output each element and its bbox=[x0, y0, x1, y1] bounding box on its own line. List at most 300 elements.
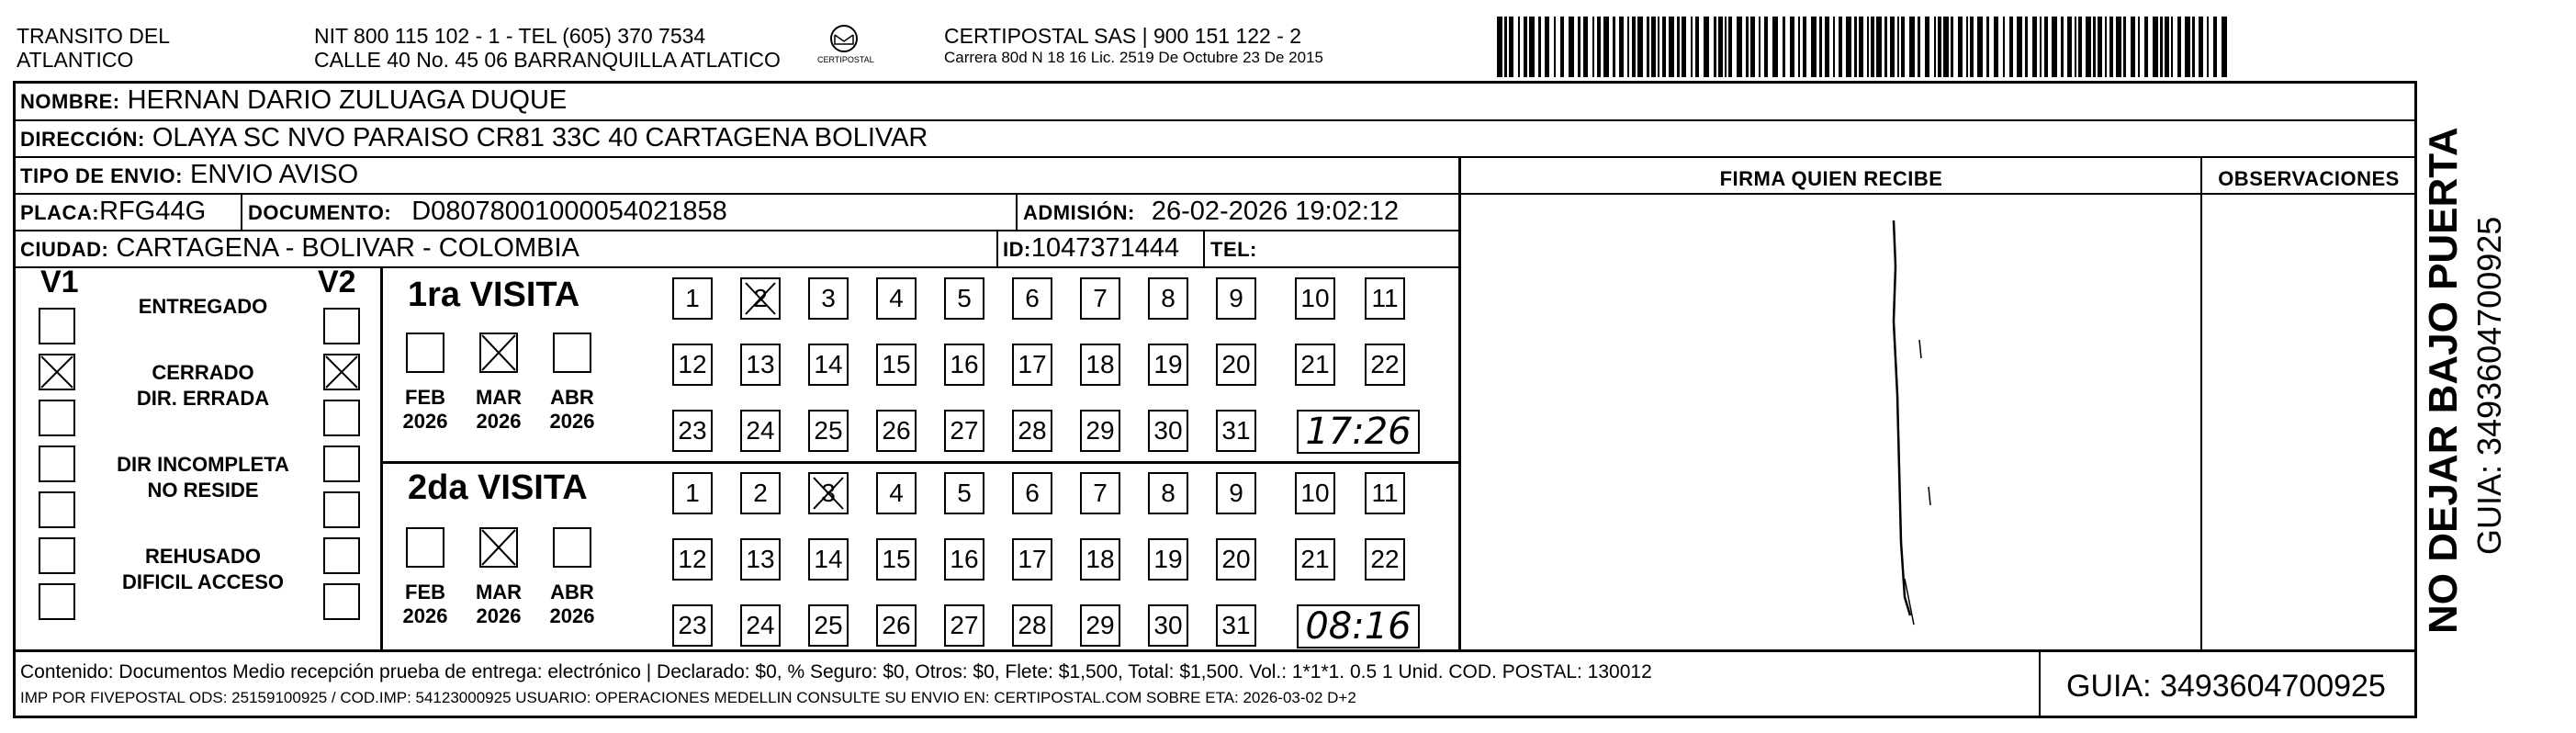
nit-line: NIT 800 115 102 - 1 - TEL (605) 370 7534 bbox=[314, 24, 706, 48]
barcode-bar bbox=[1958, 17, 1963, 77]
day-number: 5 bbox=[957, 479, 972, 507]
tel-label: TEL: bbox=[1210, 238, 1257, 261]
day-number: 19 bbox=[1153, 350, 1183, 378]
barcode-bar bbox=[1725, 17, 1727, 77]
barcode-bar bbox=[1876, 17, 1882, 77]
day-number: 11 bbox=[1371, 284, 1399, 312]
barcode-bar bbox=[1918, 17, 1920, 77]
barcode-bar bbox=[1798, 17, 1800, 77]
day-number: 24 bbox=[746, 416, 775, 445]
second-visit-day-box[interactable] bbox=[740, 538, 781, 581]
barcode-bar bbox=[2009, 17, 2013, 77]
barcode-bar bbox=[1554, 17, 1556, 77]
barcode-bar bbox=[1603, 17, 1609, 77]
day-number: 30 bbox=[1153, 416, 1183, 445]
id-cell bbox=[1003, 232, 1179, 265]
barcode-bar bbox=[1833, 17, 1835, 77]
barcode-bar bbox=[1529, 17, 1535, 77]
barcode-bar bbox=[2017, 17, 2022, 77]
first-visit-month-checkbox[interactable] bbox=[479, 333, 518, 373]
day-number: 18 bbox=[1086, 350, 1115, 378]
direccion-row bbox=[20, 122, 928, 155]
barcode-bar bbox=[1578, 17, 1580, 77]
day-number: 29 bbox=[1086, 611, 1115, 639]
barcode-bar bbox=[1592, 17, 1594, 77]
first-visit-month-label: ABR 2026 bbox=[549, 386, 595, 433]
footer-print-info: IMP POR FIVEPOSTAL ODS: 25159100925 / COD.IMP: 54123000925 USUARIO: OPERACIONES MEDELLIN CONSULTE SU ENVIO EN: CERTIPOSTAL.COM SOBRE ETA: 2026-03-02 D+2 bbox=[20, 689, 1356, 706]
first-visit-day-box[interactable] bbox=[1080, 277, 1120, 320]
day-number: 17 bbox=[1018, 350, 1047, 378]
day-number: 15 bbox=[882, 350, 911, 378]
second-visit-day-box[interactable] bbox=[672, 604, 713, 647]
barcode-bar bbox=[2078, 17, 2082, 77]
barcode-bar bbox=[2061, 17, 2064, 77]
second-visit-day-box[interactable] bbox=[944, 538, 984, 581]
second-visit-day-box[interactable] bbox=[740, 472, 781, 514]
barcode-bar bbox=[2153, 17, 2158, 77]
barcode-bar bbox=[1819, 17, 1822, 77]
day-number: 3 bbox=[821, 284, 836, 312]
barcode-bar bbox=[1597, 17, 1601, 77]
second-visit-day-box[interactable] bbox=[1012, 604, 1052, 647]
sender-line-1: TRANSITO DEL bbox=[17, 24, 170, 48]
barcode-bar bbox=[2093, 17, 2096, 77]
barcode-bar bbox=[1583, 17, 1588, 77]
day-number: 27 bbox=[950, 611, 979, 639]
first-visit-day-box[interactable] bbox=[1216, 410, 1256, 452]
documento-label: DOCUMENTO: bbox=[248, 201, 392, 224]
barcode-bar bbox=[1497, 17, 1502, 77]
barcode-bar bbox=[2207, 17, 2209, 77]
barcode-bar bbox=[1545, 17, 1549, 77]
v1-header: V1 bbox=[40, 265, 79, 299]
day-number: 2 bbox=[753, 284, 768, 312]
barcode-bar bbox=[2131, 17, 2135, 77]
day-number: 25 bbox=[814, 611, 843, 639]
second-visit-day-box[interactable] bbox=[876, 604, 917, 647]
second-visit-day-box[interactable] bbox=[1080, 604, 1120, 647]
barcode-bar bbox=[1825, 17, 1829, 77]
day-number: 3 bbox=[821, 479, 836, 507]
barcode-bar bbox=[1658, 17, 1659, 77]
day-number: 10 bbox=[1300, 479, 1330, 507]
second-visit-day-box[interactable] bbox=[1012, 472, 1052, 514]
day-number: 22 bbox=[1370, 545, 1400, 573]
first-visit-day-box[interactable] bbox=[672, 344, 713, 386]
day-number: 27 bbox=[950, 416, 979, 445]
barcode-bar bbox=[2171, 17, 2173, 77]
check-x-icon bbox=[479, 333, 518, 373]
status-option-label: REHUSADO bbox=[145, 545, 261, 568]
barcode-bar bbox=[1909, 17, 1915, 77]
first-visit-day-box[interactable] bbox=[740, 277, 781, 320]
v2-checkbox[interactable] bbox=[323, 308, 360, 344]
first-visit-day-box[interactable] bbox=[1148, 344, 1188, 386]
tipo-label: TIPO DE ENVIO: bbox=[20, 164, 183, 187]
v1-checkbox[interactable] bbox=[39, 445, 75, 482]
second-visit-day-box[interactable] bbox=[1012, 538, 1052, 581]
placa-value: RFG44G bbox=[99, 197, 207, 226]
barcode-bar bbox=[1943, 17, 1949, 77]
barcode-bar bbox=[1728, 17, 1732, 77]
barcode-bar bbox=[1867, 17, 1869, 77]
first-visit-day-box[interactable] bbox=[1295, 277, 1335, 320]
tel-cell bbox=[1210, 232, 1257, 265]
day-number: 6 bbox=[1025, 479, 1040, 507]
barcode-bar bbox=[1966, 17, 1968, 77]
barcode-bar bbox=[2199, 17, 2203, 77]
barcode-bar bbox=[2086, 17, 2091, 77]
barcode-bar bbox=[1737, 17, 1742, 77]
documento-value: D08078001000054021858 bbox=[411, 197, 727, 226]
nombre-label: NOMBRE: bbox=[20, 90, 120, 113]
v1-checkbox[interactable] bbox=[39, 354, 75, 390]
v1-checkbox[interactable] bbox=[39, 308, 75, 344]
barcode-bar bbox=[1746, 17, 1749, 77]
second-visit-day-box[interactable] bbox=[808, 538, 849, 581]
second-visit-day-box[interactable] bbox=[876, 472, 917, 514]
ciudad-label: CIUDAD: bbox=[20, 238, 109, 261]
first-visit-day-box[interactable] bbox=[944, 277, 984, 320]
first-visit-day-box[interactable] bbox=[1216, 277, 1256, 320]
day-number: 8 bbox=[1161, 284, 1176, 312]
second-visit-day-box[interactable] bbox=[672, 538, 713, 581]
second-visit-day-box[interactable] bbox=[944, 604, 984, 647]
day-number: 9 bbox=[1229, 284, 1243, 312]
tipo-value: ENVIO AVISO bbox=[189, 160, 359, 189]
first-visit-day-box[interactable] bbox=[672, 277, 713, 320]
barcode-bar bbox=[1691, 17, 1693, 77]
barcode bbox=[1497, 17, 2232, 77]
barcode-bar bbox=[2185, 17, 2190, 77]
second-visit-month-label: MAR 2026 bbox=[475, 581, 523, 627]
direccion-value: OLAYA SC NVO PARAISO CR81 33C 40 CARTAGENA BOLIVAR bbox=[152, 123, 928, 152]
day-number: 11 bbox=[1371, 479, 1399, 507]
barcode-bar bbox=[1750, 17, 1755, 77]
sender-name bbox=[17, 24, 170, 72]
barcode-bar bbox=[1764, 17, 1768, 77]
barcode-bar bbox=[1759, 17, 1760, 77]
day-number: 16 bbox=[950, 545, 979, 573]
barcode-bar bbox=[2098, 17, 2102, 77]
barcode-bar bbox=[1647, 17, 1649, 77]
first-visit-month-checkbox[interactable] bbox=[553, 333, 591, 373]
second-visit-month-label: FEB 2026 bbox=[402, 581, 448, 627]
barcode-bar bbox=[1518, 17, 1520, 77]
barcode-bar bbox=[2067, 17, 2072, 77]
first-visit-day-box[interactable] bbox=[1012, 410, 1052, 452]
status-option-label: CERRADO bbox=[152, 361, 254, 384]
day-number: 18 bbox=[1086, 545, 1115, 573]
v2-checkbox[interactable] bbox=[323, 491, 360, 528]
first-visit-day-box[interactable] bbox=[944, 410, 984, 452]
barcode-bar bbox=[2003, 17, 2005, 77]
barcode-bar bbox=[2144, 17, 2148, 77]
barcode-bar bbox=[2075, 17, 2076, 77]
placa-label: PLACA: bbox=[20, 201, 100, 224]
barcode-bar bbox=[2109, 17, 2113, 77]
barcode-bar bbox=[2116, 17, 2121, 77]
footer-guia: GUIA: 3493604700925 bbox=[2066, 669, 2386, 704]
footer-content: Contenido: Documentos Medio recepción prueba de entrega: electrónico | Declarado: $0, % Seguro: $0, Otros: $0, Flete: $1,500, Total: $1,500. Vol.: 1*1*1. 0.5 1 Unid. COD. POSTAL: 130012 bbox=[20, 661, 1652, 682]
day-number: 14 bbox=[814, 350, 843, 378]
day-number: 31 bbox=[1221, 611, 1251, 639]
first-visit-day-box[interactable] bbox=[876, 277, 917, 320]
barcode-bar bbox=[1938, 17, 1941, 77]
status-option-label: NO RESIDE bbox=[147, 479, 259, 502]
second-visit-day-box[interactable] bbox=[808, 604, 849, 647]
day-number: 31 bbox=[1221, 416, 1251, 445]
v2-checkbox[interactable] bbox=[323, 583, 360, 620]
first-visit-title: 1ra VISITA bbox=[408, 276, 580, 314]
second-visit-day-box[interactable] bbox=[808, 472, 849, 514]
first-visit-day-box[interactable] bbox=[944, 344, 984, 386]
day-number: 19 bbox=[1153, 545, 1183, 573]
barcode-bar bbox=[1637, 17, 1643, 77]
first-visit-time-box[interactable]: 17:26 bbox=[1297, 410, 1420, 454]
day-number: 1 bbox=[685, 284, 700, 312]
barcode-bar bbox=[2222, 17, 2227, 77]
ciudad-value: CARTAGENA - BOLIVAR - COLOMBIA bbox=[116, 233, 579, 263]
v1-checkbox[interactable] bbox=[39, 537, 75, 574]
day-number: 20 bbox=[1221, 350, 1251, 378]
day-number: 29 bbox=[1086, 416, 1115, 445]
barcode-bar bbox=[1695, 17, 1699, 77]
barcode-bar bbox=[1890, 17, 1895, 77]
barcode-bar bbox=[1783, 17, 1785, 77]
first-visit-day-box[interactable] bbox=[876, 344, 917, 386]
check-x-icon bbox=[808, 472, 849, 514]
second-visit-day-box[interactable] bbox=[1216, 472, 1256, 514]
barcode-bar bbox=[1632, 17, 1636, 77]
v1-checkbox[interactable] bbox=[39, 400, 75, 436]
first-visit-day-box[interactable] bbox=[1012, 344, 1052, 386]
nombre-value: HERNAN DARIO ZULUAGA DUQUE bbox=[127, 85, 568, 115]
v2-header: V2 bbox=[318, 265, 356, 299]
first-visit-month-label: MAR 2026 bbox=[475, 386, 523, 433]
day-number: 26 bbox=[882, 416, 911, 445]
logo-caption: CERTIPOSTAL bbox=[817, 55, 874, 64]
day-number: 16 bbox=[950, 350, 979, 378]
barcode-bar bbox=[1811, 17, 1817, 77]
barcode-bar bbox=[1951, 17, 1953, 77]
v1-checkbox[interactable] bbox=[39, 491, 75, 528]
tipo-row bbox=[20, 159, 358, 192]
barcode-bar bbox=[1790, 17, 1794, 77]
day-number: 21 bbox=[1300, 545, 1330, 573]
barcode-bar bbox=[1897, 17, 1899, 77]
second-visit-month-checkbox[interactable] bbox=[479, 527, 518, 568]
first-visit-day-box[interactable] bbox=[1080, 410, 1120, 452]
barcode-bar bbox=[1662, 17, 1666, 77]
day-number: 7 bbox=[1093, 479, 1108, 507]
day-number: 12 bbox=[678, 545, 707, 573]
second-visit-time-box[interactable]: 08:16 bbox=[1297, 604, 1420, 648]
second-visit-day-box[interactable] bbox=[876, 538, 917, 581]
second-visit-day-box[interactable] bbox=[1365, 472, 1405, 514]
day-number: 17 bbox=[1018, 545, 1047, 573]
first-visit-day-box[interactable] bbox=[1365, 277, 1405, 320]
carrier-line-2: Carrera 80d N 18 16 Lic. 2519 De Octubre 23 De 2015 bbox=[944, 49, 1323, 66]
second-visit-day-box[interactable] bbox=[1295, 472, 1335, 514]
barcode-bar bbox=[2138, 17, 2140, 77]
day-number: 5 bbox=[957, 284, 972, 312]
barcode-bar bbox=[1925, 17, 1929, 77]
documento-cell bbox=[248, 196, 727, 229]
barcode-bar bbox=[2123, 17, 2126, 77]
first-visit-day-box[interactable] bbox=[808, 410, 849, 452]
status-option-label: DIFICIL ACCESO bbox=[121, 570, 284, 593]
admision-label: ADMISIÓN: bbox=[1023, 201, 1135, 224]
v2-checkbox[interactable] bbox=[323, 537, 360, 574]
barcode-bar bbox=[1704, 17, 1709, 77]
barcode-bar bbox=[2025, 17, 2028, 77]
status-option-label: DIR INCOMPLETA bbox=[117, 453, 289, 476]
barcode-bar bbox=[1509, 17, 1513, 77]
barcode-bar bbox=[1569, 17, 1574, 77]
barcode-bar bbox=[1677, 17, 1680, 77]
barcode-bar bbox=[1839, 17, 1842, 77]
first-visit-day-box[interactable] bbox=[808, 277, 849, 320]
address-line: CALLE 40 No. 45 06 BARRANQUILLA ATLATICO bbox=[314, 48, 781, 72]
day-number: 9 bbox=[1229, 479, 1243, 507]
barcode-bar bbox=[1977, 17, 1983, 77]
barcode-bar bbox=[1613, 17, 1615, 77]
barcode-bar bbox=[1854, 17, 1857, 77]
barcode-bar bbox=[2177, 17, 2181, 77]
direccion-label: DIRECCIÓN: bbox=[20, 128, 145, 151]
second-visit-day-box[interactable] bbox=[1216, 604, 1256, 647]
first-visit-day-box[interactable] bbox=[740, 410, 781, 452]
second-visit-day-box[interactable] bbox=[1365, 538, 1405, 581]
carrier-info bbox=[944, 24, 1323, 68]
check-x-icon bbox=[479, 527, 518, 568]
day-number: 10 bbox=[1300, 284, 1330, 312]
day-number: 2 bbox=[753, 479, 768, 507]
barcode-bar bbox=[2032, 17, 2037, 77]
day-number: 4 bbox=[889, 479, 904, 507]
barcode-bar bbox=[2044, 17, 2048, 77]
first-visit-day-box[interactable] bbox=[876, 410, 917, 452]
day-number: 25 bbox=[814, 416, 843, 445]
observaciones-header: OBSERVACIONES bbox=[2218, 167, 2400, 190]
guia-vertical: GUIA: 3493604700925 bbox=[2470, 216, 2508, 555]
first-visit-day-box[interactable] bbox=[808, 344, 849, 386]
barcode-bar bbox=[1859, 17, 1863, 77]
day-number: 14 bbox=[814, 545, 843, 573]
first-visit-month-label: FEB 2026 bbox=[402, 386, 448, 433]
barcode-bar bbox=[2165, 17, 2169, 77]
day-number: 8 bbox=[1161, 479, 1176, 507]
day-number: 20 bbox=[1221, 545, 1251, 573]
sender-line-2: ATLANTICO bbox=[17, 48, 134, 72]
second-visit-day-box[interactable] bbox=[1216, 538, 1256, 581]
day-number: 4 bbox=[889, 284, 904, 312]
second-visit-day-box[interactable] bbox=[944, 472, 984, 514]
day-number: 30 bbox=[1153, 611, 1183, 639]
v1-checkbox[interactable] bbox=[39, 583, 75, 620]
certipostal-logo bbox=[817, 22, 874, 70]
second-visit-day-box[interactable] bbox=[1148, 538, 1188, 581]
barcode-bar bbox=[1538, 17, 1541, 77]
signature-mark bbox=[1873, 211, 1984, 643]
barcode-bar bbox=[1714, 17, 1716, 77]
second-visit-month-checkbox[interactable] bbox=[553, 527, 591, 568]
barcode-bar bbox=[2192, 17, 2195, 77]
second-visit-day-box[interactable] bbox=[740, 604, 781, 647]
v2-checkbox[interactable] bbox=[323, 445, 360, 482]
ciudad-cell bbox=[20, 232, 579, 265]
barcode-bar bbox=[1560, 17, 1564, 77]
id-label: ID: bbox=[1003, 238, 1031, 261]
admision-cell bbox=[1023, 196, 1399, 229]
check-x-icon bbox=[323, 354, 360, 390]
barcode-bar bbox=[1901, 17, 1905, 77]
placa-cell bbox=[20, 196, 206, 229]
day-number: 22 bbox=[1370, 350, 1400, 378]
admision-value: 26-02-2026 19:02:12 bbox=[1151, 197, 1400, 226]
id-value: 1047371444 bbox=[1030, 233, 1180, 263]
first-visit-day-box[interactable] bbox=[1080, 344, 1120, 386]
barcode-bar bbox=[2213, 17, 2217, 77]
day-number: 24 bbox=[746, 611, 775, 639]
day-number: 21 bbox=[1300, 350, 1330, 378]
second-visit-day-box[interactable] bbox=[1080, 538, 1120, 581]
first-visit-day-box[interactable] bbox=[1295, 344, 1335, 386]
check-x-icon bbox=[740, 277, 781, 320]
no-dejar-bajo-puerta: NO DEJAR BAJO PUERTA bbox=[2421, 127, 2466, 634]
barcode-bar bbox=[1884, 17, 1887, 77]
second-visit-day-box[interactable] bbox=[1295, 538, 1335, 581]
second-visit-title: 2da VISITA bbox=[408, 468, 588, 507]
barcode-bar bbox=[1682, 17, 1686, 77]
day-number: 28 bbox=[1018, 611, 1047, 639]
day-number: 28 bbox=[1018, 416, 1047, 445]
barcode-bar bbox=[2040, 17, 2042, 77]
barcode-bar bbox=[1994, 17, 1998, 77]
day-number: 1 bbox=[685, 479, 700, 507]
nombre-row bbox=[20, 85, 567, 118]
v2-checkbox[interactable] bbox=[323, 354, 360, 390]
check-x-icon bbox=[39, 354, 75, 390]
barcode-bar bbox=[1986, 17, 1989, 77]
first-visit-month-checkbox[interactable] bbox=[406, 333, 444, 373]
first-visit-day-box[interactable] bbox=[1148, 410, 1188, 452]
day-number: 13 bbox=[746, 545, 775, 573]
first-visit-day-box[interactable] bbox=[1365, 344, 1405, 386]
day-number: 6 bbox=[1025, 284, 1040, 312]
first-visit-day-box[interactable] bbox=[1012, 277, 1052, 320]
first-visit-day-box[interactable] bbox=[740, 344, 781, 386]
day-number: 15 bbox=[882, 545, 911, 573]
v2-checkbox[interactable] bbox=[323, 400, 360, 436]
barcode-bar bbox=[1970, 17, 1974, 77]
second-visit-day-box[interactable] bbox=[1080, 472, 1120, 514]
sender-contact bbox=[314, 24, 781, 72]
barcode-bar bbox=[1803, 17, 1806, 77]
second-visit-day-box[interactable] bbox=[1148, 604, 1188, 647]
first-visit-day-box[interactable] bbox=[1148, 277, 1188, 320]
second-visit-month-checkbox[interactable] bbox=[406, 527, 444, 568]
second-visit-day-box[interactable] bbox=[672, 472, 713, 514]
day-number: 23 bbox=[678, 611, 707, 639]
carrier-line-1: CERTIPOSTAL SAS | 900 151 122 - 2 bbox=[944, 24, 1302, 48]
day-number: 12 bbox=[678, 350, 707, 378]
first-visit-day-box[interactable] bbox=[672, 410, 713, 452]
first-visit-day-box[interactable] bbox=[1216, 344, 1256, 386]
second-visit-day-box[interactable] bbox=[1148, 472, 1188, 514]
barcode-bar bbox=[1627, 17, 1629, 77]
